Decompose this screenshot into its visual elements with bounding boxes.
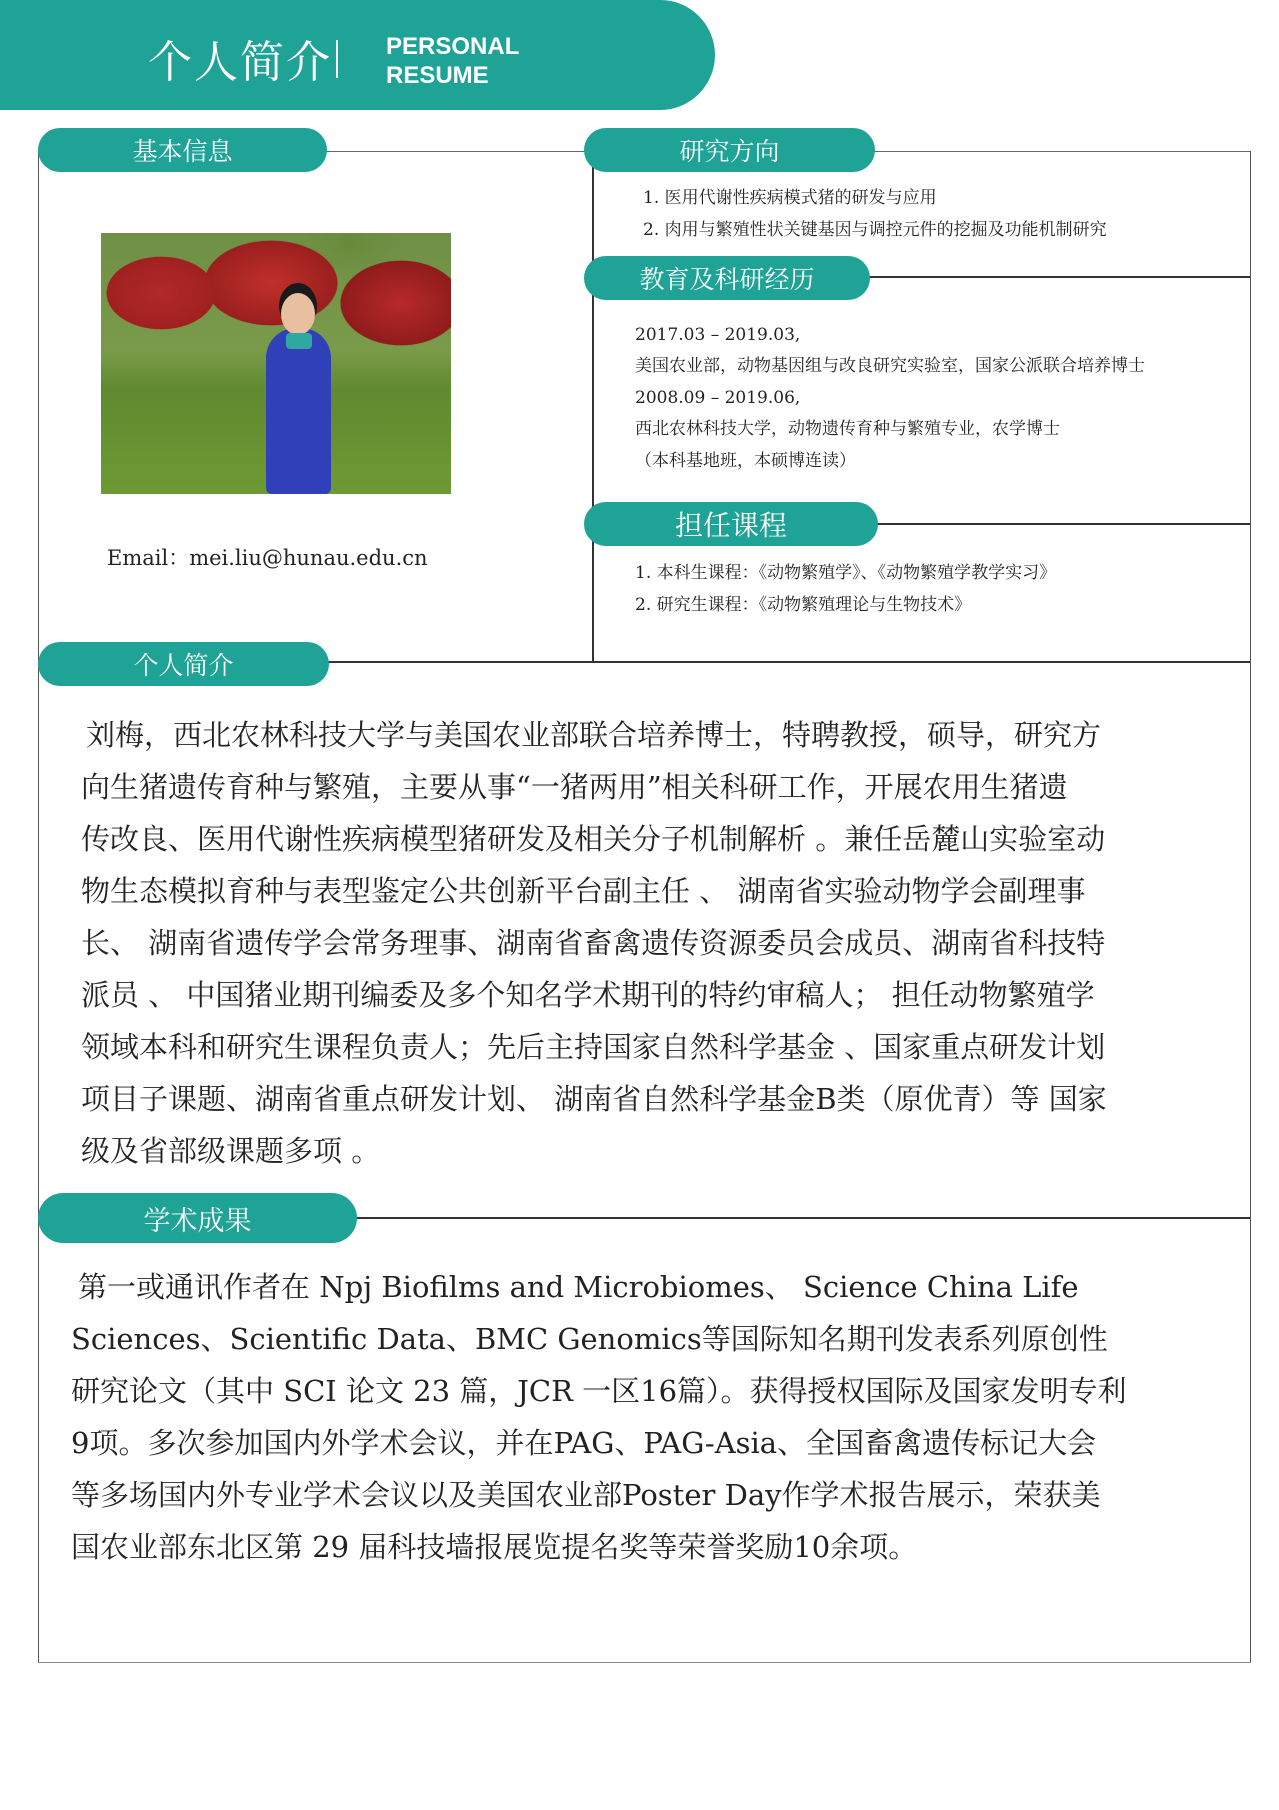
photo-person-coat bbox=[266, 328, 331, 494]
education-line: 2017.03 – 2019.03, bbox=[635, 325, 801, 345]
bio-line: 派员 、 中国猪业期刊编委及多个知名学术期刊的特约审稿人； 担任动物繁殖学 bbox=[81, 978, 1095, 1012]
education-line: 西北农林科技大学，动物遗传育种与繁殖专业，农学博士 bbox=[635, 419, 1060, 439]
education-line: 美国农业部，动物基因组与改良研究实验室，国家公派联合培养博士 bbox=[635, 356, 1145, 376]
course-item: 1. 本科生课程：《动物繁殖学》、《动物繁殖学教学实习》 bbox=[635, 563, 1057, 583]
course-item: 2. 研究生课程：《动物繁殖理论与生物技术》 bbox=[635, 595, 972, 615]
header-divider bbox=[336, 40, 338, 78]
header-title-en-line2: RESUME bbox=[386, 62, 489, 89]
achievement-line: 9项。多次参加国内外学术会议，并在PAG、PAG-Asia、全国畜禽遗传标记大会 bbox=[71, 1426, 1097, 1460]
photo-person-head bbox=[281, 293, 315, 335]
bio-line: 项目子课题、湖南省重点研发计划、 湖南省自然科学基金B类（原优青）等 国家 bbox=[81, 1082, 1107, 1116]
photo-person-scarf bbox=[286, 333, 312, 349]
bio-line: 领域本科和研究生课程负责人；先后主持国家自然科学基金 、国家重点研发计划 bbox=[81, 1030, 1106, 1064]
header-title-en-line1: PERSONAL bbox=[386, 33, 520, 60]
section-basic-info-heading: 基本信息 bbox=[38, 128, 327, 172]
email-text: Email：mei.liu@hunau.edu.cn bbox=[107, 546, 428, 570]
bio-line: 向生猪遗传育种与繁殖，主要从事“一猪两用”相关科研工作，开展农用生猪遗 bbox=[81, 770, 1068, 804]
achievement-line: 第一或通讯作者在 Npj Biofilms and Microbiomes、 Science China Life bbox=[78, 1270, 1079, 1304]
bio-rule bbox=[320, 661, 1250, 663]
frame-right-border bbox=[1250, 151, 1251, 1663]
section-research-heading: 研究方向 bbox=[584, 128, 875, 172]
bio-line: 物生态模拟育种与表型鉴定公共创新平台副主任 、 湖南省实验动物学会副理事 bbox=[81, 874, 1086, 908]
research-item: 2. 肉用与繁殖性状关键基因与调控元件的挖掘及功能机制研究 bbox=[643, 220, 1107, 240]
section-achievements-heading: 学术成果 bbox=[38, 1193, 357, 1243]
research-item: 1. 医用代谢性疾病模式猪的研发与应用 bbox=[643, 188, 937, 208]
education-line: （本科基地班，本硕博连读） bbox=[635, 451, 856, 471]
column-divider bbox=[592, 151, 594, 662]
section-courses-heading: 担任课程 bbox=[584, 502, 878, 546]
achievement-line: 研究论文（其中 SCI 论文 23 篇，JCR 一区16篇）。获得授权国际及国家发明专利 bbox=[71, 1374, 1127, 1408]
bio-line: 长、 湖南省遗传学会常务理事、湖南省畜禽遗传资源委员会成员、湖南省科技特 bbox=[81, 926, 1106, 960]
bio-line: 刘梅，西北农林科技大学与美国农业部联合培养博士，特聘教授，硕导，研究方 bbox=[86, 718, 1102, 752]
education-line: 2008.09 – 2019.06, bbox=[635, 388, 801, 408]
achievement-line: Sciences、Scientific Data、BMC Genomics等国际知名期刊发表系列原创性 bbox=[71, 1322, 1108, 1356]
profile-photo bbox=[101, 233, 451, 494]
section-education-heading: 教育及科研经历 bbox=[584, 256, 870, 300]
header-title-cn: 个人简介 bbox=[148, 37, 332, 88]
bio-line: 级及省部级课题多项 。 bbox=[81, 1134, 381, 1168]
education-rule bbox=[860, 276, 1250, 278]
section-bio-heading: 个人简介 bbox=[38, 642, 329, 686]
achievement-line: 等多场国内外专业学术会议以及美国农业部Poster Day作学术报告展示，荣获美 bbox=[71, 1478, 1101, 1512]
frame-left-border bbox=[38, 151, 39, 1663]
frame-bottom-border bbox=[38, 1662, 1251, 1663]
header-title-en bbox=[386, 32, 519, 90]
header-banner bbox=[0, 0, 715, 110]
achievements-rule bbox=[340, 1217, 1250, 1219]
courses-rule bbox=[870, 523, 1250, 525]
achievement-line: 国农业部东北区第 29 届科技墙报展览提名奖等荣誉奖励10余项。 bbox=[71, 1530, 918, 1564]
bio-line: 传改良、医用代谢性疾病模型猪研发及相关分子机制解析 。兼任岳麓山实验室动 bbox=[81, 822, 1106, 856]
